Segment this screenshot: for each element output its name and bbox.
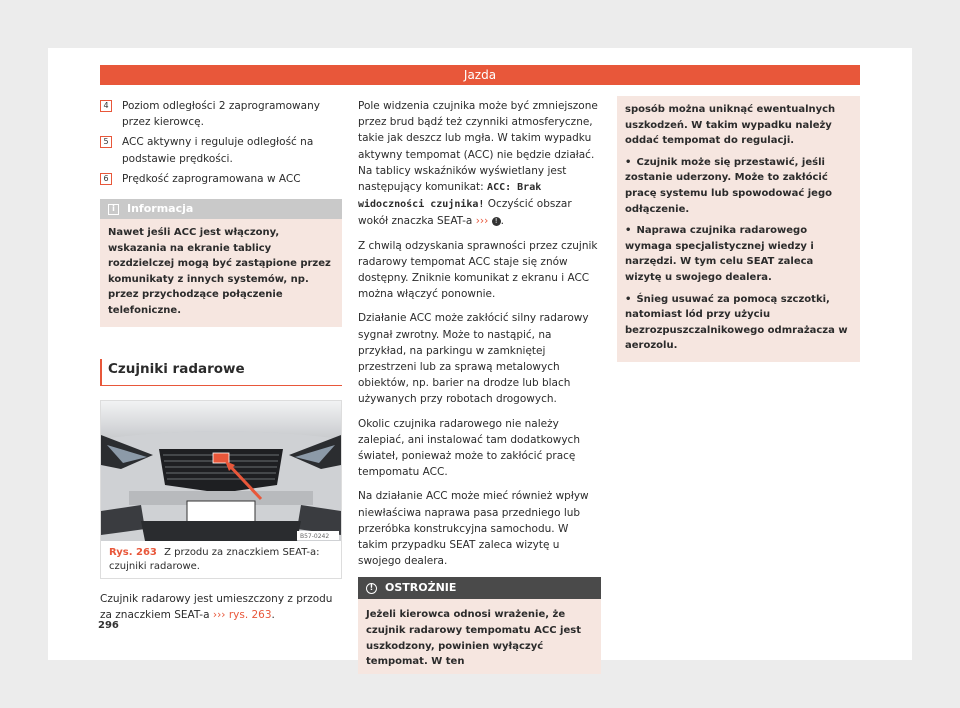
- bullet-item: [625, 155, 852, 217]
- warning-box: [358, 577, 601, 673]
- bullet: •: [625, 293, 632, 305]
- figure-caption: [101, 541, 341, 578]
- legend-text: Poziom odległości 2 zaprogramowany przez kierowcę.: [122, 100, 320, 129]
- legend-number: 6: [100, 173, 112, 185]
- paragraph: sposób można uniknąć ewentualnych uszkodzeń. W takim wypadku należy oddać tempomat do regulacji.: [625, 104, 836, 147]
- paragraph-end: .: [500, 215, 504, 228]
- info-title: Informacja: [127, 201, 194, 215]
- car-front-image: [101, 401, 341, 541]
- warning-header: [358, 577, 601, 599]
- bullet-text: Czujnik może się przestawić, jeśli zostanie uderzony. Może to zakłócić pracę systemu lub spowodować jego odłączenie.: [625, 156, 832, 215]
- paragraph: Okolic czujnika radarowego nie należy zalepiać, ani instalować tam dodatkowych świateł, ponieważ może to zakłócić pracę tempomatu ACC.: [358, 417, 580, 479]
- figure-code: B57-0242: [300, 532, 330, 540]
- paragraph: Z chwilą odzyskania sprawności przez czujnik radarowy tempomat ACC staje się znów dostępny. Zniknie komunikat z ekranu i ACC można włączyć ponownie.: [358, 239, 598, 301]
- paragraph-end: .: [271, 608, 275, 621]
- legend-item: [100, 98, 342, 130]
- warning-ref-icon[interactable]: !: [492, 217, 501, 226]
- legend-text: ACC aktywny i reguluje odległość na podstawie prędkości.: [122, 136, 314, 165]
- info-box: [100, 199, 342, 327]
- legend-number: 4: [100, 100, 112, 112]
- bullet-text: Naprawa czujnika radarowego wymaga specjalistycznej wiedzy i narzędzi. W tym celu SEAT zaleca wizytę u swojego dealera.: [625, 225, 814, 283]
- cross-ref-arrows: ›››: [212, 608, 226, 621]
- warning-icon: !: [366, 583, 377, 594]
- figure-link[interactable]: rys. 263: [225, 608, 272, 621]
- paragraph: Na działanie ACC może mieć również wpływ niewłaściwa naprawa pasa przedniego lub przeróbka konstrukcyjna samochodu. W takim przypadku SEAT zaleca wizytę u swojego dealera.: [358, 490, 589, 568]
- warning-title: OSTROŻNIE: [385, 581, 457, 595]
- paragraph: [358, 98, 601, 230]
- info-icon: i: [108, 204, 119, 215]
- column-middle: [358, 98, 601, 674]
- section-title: Czujniki radarowe: [100, 359, 342, 386]
- paragraph: [100, 591, 342, 623]
- warning-continuation: [617, 96, 860, 362]
- figure-caption-text: Z przodu za znaczkiem SEAT-a: czujniki radarowe.: [109, 546, 320, 572]
- bullet-text: Śnieg usuwać za pomocą szczotki, natomiast lód przy użyciu bezrozpuszczalnikowego odmrażacza w aerozolu.: [625, 293, 848, 352]
- info-body: Nawet jeśli ACC jest włączony, wskazania na ekranie tablicy rozdzielczej mogą być zastąpione przez komunikaty z innych systemów, np. przez przychodzące połączenie telefoniczne.: [108, 227, 331, 316]
- page-header: Jazda: [100, 65, 860, 85]
- bullet: •: [625, 225, 632, 237]
- cross-ref-arrows: ›››: [475, 215, 489, 228]
- column-right: [617, 98, 860, 362]
- figure: [100, 400, 342, 579]
- info-header: [100, 199, 342, 219]
- column-left: [100, 98, 342, 623]
- legend-item: [100, 171, 342, 187]
- paragraph-text: Oczyścić obszar wokół znaczka SEAT-a: [358, 198, 572, 228]
- page-number: 296: [98, 620, 119, 631]
- legend-item: [100, 134, 342, 166]
- bullet: •: [625, 156, 632, 168]
- display-message: ACC: Brak widoczności czujnika!: [358, 182, 542, 211]
- warning-body: Jeżeli kierowca odnosi wrażenie, że czujnik radarowy tempomatu ACC jest uszkodzony, powinien wyłączyć tempomat. W ten: [366, 609, 581, 668]
- legend-text: Prędkość zaprogramowana w ACC: [122, 172, 301, 185]
- bullet-item: [625, 223, 852, 285]
- paragraph-text: Czujnik radarowy jest umieszczony z przodu za znaczkiem SEAT-a: [100, 592, 333, 621]
- paragraph: Działanie ACC może zakłócić silny radarowy sygnał zwrotny. Może to nastąpić, na przykład, na parkingu w zamkniętej przestrzeni lub za sprawą metalowych obiektów, np. barier na drodze lub blach używanych przy robotach drogowych.: [358, 312, 589, 406]
- bullet-item: [625, 292, 852, 354]
- figure-ref: Rys. 263: [109, 546, 157, 558]
- paragraph-text: Pole widzenia czujnika może być zmniejszone przez brud bądź też czynniki atmosferyczne, takie jak deszcz lub mgła. W takim wypadku aktywny tempomat (ACC) nie będzie działać. Na tablicy wskaźników wyświetlany jest następujący komunikat:: [358, 100, 598, 194]
- car-front-illustration: [101, 401, 341, 541]
- legend-number: 5: [100, 136, 112, 148]
